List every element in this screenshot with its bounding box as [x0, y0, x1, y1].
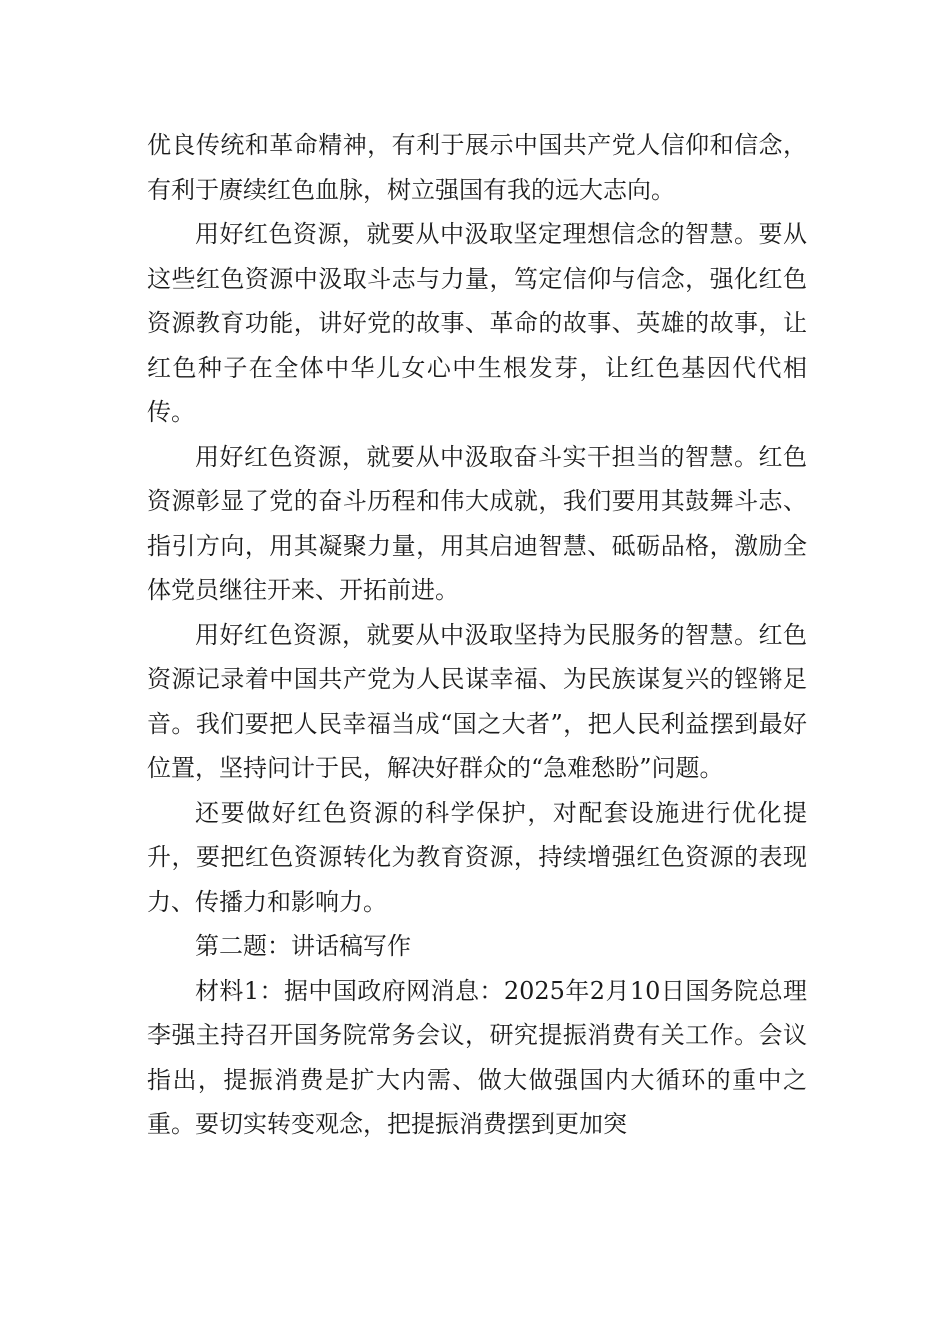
section-heading: 第二题：讲话稿写作 — [195, 932, 411, 960]
paragraph-material-1: 材料1：据中国政府网消息：2025年2月10日国务院总理李强主持召开国务院常务会议，研究提振消费有关工作。会议指出，提振消费是扩大内需、做大做强国内大循环的重中之重。要切实转变观念，把提振消费摆到更加突 — [147, 976, 807, 1138]
paragraph-continuation: 优良传统和革命精神，有利于展示中国共产党人信仰和信念，有利于赓续红色血脉，树立强国有我的远大志向。 — [147, 131, 807, 204]
paragraph-ideals: 用好红色资源，就要从中汲取坚定理想信念的智慧。要从这些红色资源中汲取斗志与力量，笃定信仰与信念，强化红色资源教育功能，讲好党的故事、革命的故事、英雄的故事，让红色种子在全体中华儿女心中生根发芽，让红色基因代代相传。 — [147, 220, 807, 426]
paragraph-protection: 还要做好红色资源的科学保护，对配套设施进行优化提升，要把红色资源转化为教育资源，持续增强红色资源的表现力、传播力和影响力。 — [147, 798, 807, 916]
paragraph-striving: 用好红色资源，就要从中汲取奋斗实干担当的智慧。红色资源彰显了党的奋斗历程和伟大成就，我们要用其鼓舞斗志、指引方向，用其凝聚力量，用其启迪智慧、砥砺品格，激励全体党员继往开来、开拓前进。 — [147, 442, 807, 604]
paragraph-serving-people: 用好红色资源，就要从中汲取坚持为民服务的智慧。红色资源记录着中国共产党为人民谋幸福、为民族谋复兴的铿锵足音。我们要把人民幸福当成“国之大者”，把人民利益摆到最好位置，坚持问计于民，解决好群众的“急难愁盼”问题。 — [147, 620, 807, 782]
document-body — [147, 123, 807, 1147]
